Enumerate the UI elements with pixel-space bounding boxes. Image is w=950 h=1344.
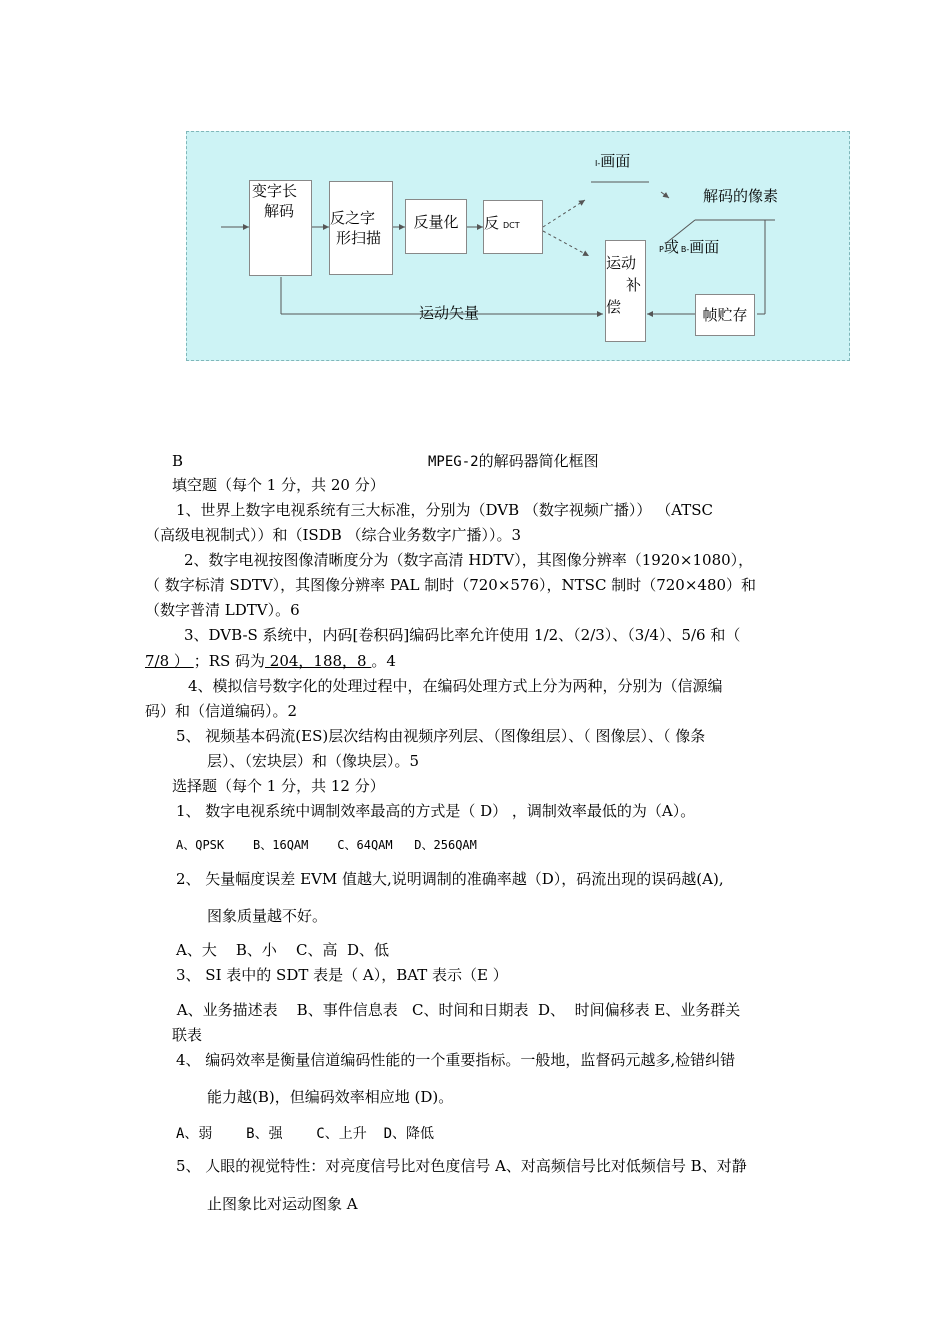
caption-rest: 的解码器简化框图: [478, 452, 599, 470]
choice-q2-line1: 2、 矢量幅度误差 EVM 值越大,说明调制的准确率越（D），码流出现的误码越(A),: [176, 870, 724, 888]
caption-mpeg2: MPEG-2: [428, 454, 479, 470]
fill-q3-line1: 3、DVB-S 系统中，内码[卷积码]编码比率允许使用 1/2、（2/3）、（3/4）、5/6 和（: [184, 626, 741, 644]
vlc-line2: 解码: [264, 202, 295, 220]
inverse-quantize-box: [405, 199, 467, 254]
idct-dct-label: DCT: [503, 221, 520, 230]
fill-q5-line2: 层）、（宏块层）和（像块层）。5: [207, 752, 420, 770]
mc-line2: 补: [626, 276, 642, 294]
zigzag-line2: 形扫描: [336, 229, 382, 247]
diagram-caption: [428, 451, 599, 472]
choice-q5-line2: 止图象比对运动图象 A: [207, 1195, 358, 1213]
b-small: B-: [680, 245, 690, 254]
fill-q1-line1: 1、世界上数字电视系统有三大标准，分别为（DVB （数字视频广播）） （ATSC: [176, 501, 713, 519]
pb-frame-label: [659, 236, 719, 257]
choice-q1: 1、 数字电视系统中调制效率最高的方式是（ D） ，调制效率最低的为（A）。: [176, 802, 696, 820]
choice-q4-line2: 能力越(B)，但编码效率相应地 (D)。: [207, 1088, 454, 1106]
zigzag-line1: 反之字: [330, 209, 376, 227]
motion-compensation-box: [605, 240, 646, 342]
iq-label: 反量化: [413, 213, 459, 231]
q3-answer-78: 7/8 ）: [145, 652, 194, 670]
mc-line1: 运动: [606, 254, 637, 272]
mc-line3: 偿: [606, 298, 622, 316]
fill-q4-line2: 码）和（信道编码）。2: [145, 702, 298, 720]
choice-q2-line2: 图象质量越不好。: [207, 907, 328, 925]
choice-heading: 选择题（每个 1 分，共 12 分）: [172, 777, 385, 795]
idct-label: 反: [484, 214, 500, 232]
i-small: I-: [595, 159, 601, 168]
fill-q2-line2: （ 数字标清 SDTV），其图像分辨率 PAL 制时（720×576），NTSC 制时（720×480）和: [145, 576, 757, 594]
q3-rs-answer: 204，188，8: [265, 652, 372, 670]
or-label: 或: [663, 238, 679, 256]
frame-store-label: 帧贮存: [702, 306, 748, 324]
p-small: P: [659, 245, 664, 254]
choice-q4-line1: 4、 编码效率是衡量信道编码性能的一个重要指标。一般地，监督码元越多,检错纠错: [176, 1051, 736, 1069]
fill-q2-line1: 2、数字电视按图像清晰度分为（数字高清 HDTV），其图像分辨率（1920×1080），: [184, 551, 754, 569]
choice-q3-options-line1: A、业务描述表 B、事件信息表 C、时间和日期表 D、 时间偏移表 E、业务群关: [172, 1001, 741, 1019]
inverse-zigzag-box: [329, 181, 393, 275]
fill-q4-line1: 4、模拟信号数字化的处理过程中，在编码处理方式上分为两种，分别为（信源编: [188, 677, 723, 695]
fill-q1-line2: （高级电视制式））和（ISDB （综合业务数字广播））。3: [145, 526, 522, 544]
motion-vector-label: 运动矢量: [419, 304, 480, 322]
caption-letter: B: [172, 452, 184, 470]
fill-heading: 填空题（每个 1 分，共 20 分）: [172, 476, 385, 494]
choice-q3-options-line2: 联表: [172, 1026, 203, 1044]
fill-q3-line2: [145, 651, 396, 671]
q3-rs-label: ；RS 码为: [193, 652, 266, 670]
choice-q3: 3、 SI 表中的 SDT 表是（ A），BAT 表示（E ）: [176, 966, 508, 984]
mpeg2-decoder-diagram: [186, 131, 850, 361]
choice-q5-line1: 5、 人眼的视觉特性：对亮度信号比对色度信号 A、对高频信号比对低频信号 B、对静: [176, 1157, 747, 1175]
fill-q2-line3: （数字普清 LDTV）。6: [145, 601, 300, 619]
choice-q2-options: A、大 B、小 C、高 D、低: [176, 941, 390, 959]
choice-q1-options: A、QPSK B、16QAM C、64QAM D、256QAM: [176, 838, 477, 852]
pb-main: 画面: [689, 238, 720, 256]
fill-q5-line1: 5、 视频基本码流(ES)层次结构由视频序列层、（图像组层）、（ 图像层）、（ 像条: [176, 727, 706, 745]
i-frame-label: [595, 150, 630, 171]
choice-q4-options: A、弱 B、强 C、上升 D、降低: [176, 1126, 435, 1142]
decoded-pixels-label: 解码的像素: [703, 187, 779, 205]
vlc-line1: 变字长: [252, 182, 298, 200]
variable-length-decode-box: [249, 180, 312, 276]
q3-score: 。4: [371, 652, 396, 670]
i-main: 画面: [600, 152, 631, 170]
inverse-dct-box: [483, 200, 543, 254]
frame-store-box: [695, 294, 755, 336]
